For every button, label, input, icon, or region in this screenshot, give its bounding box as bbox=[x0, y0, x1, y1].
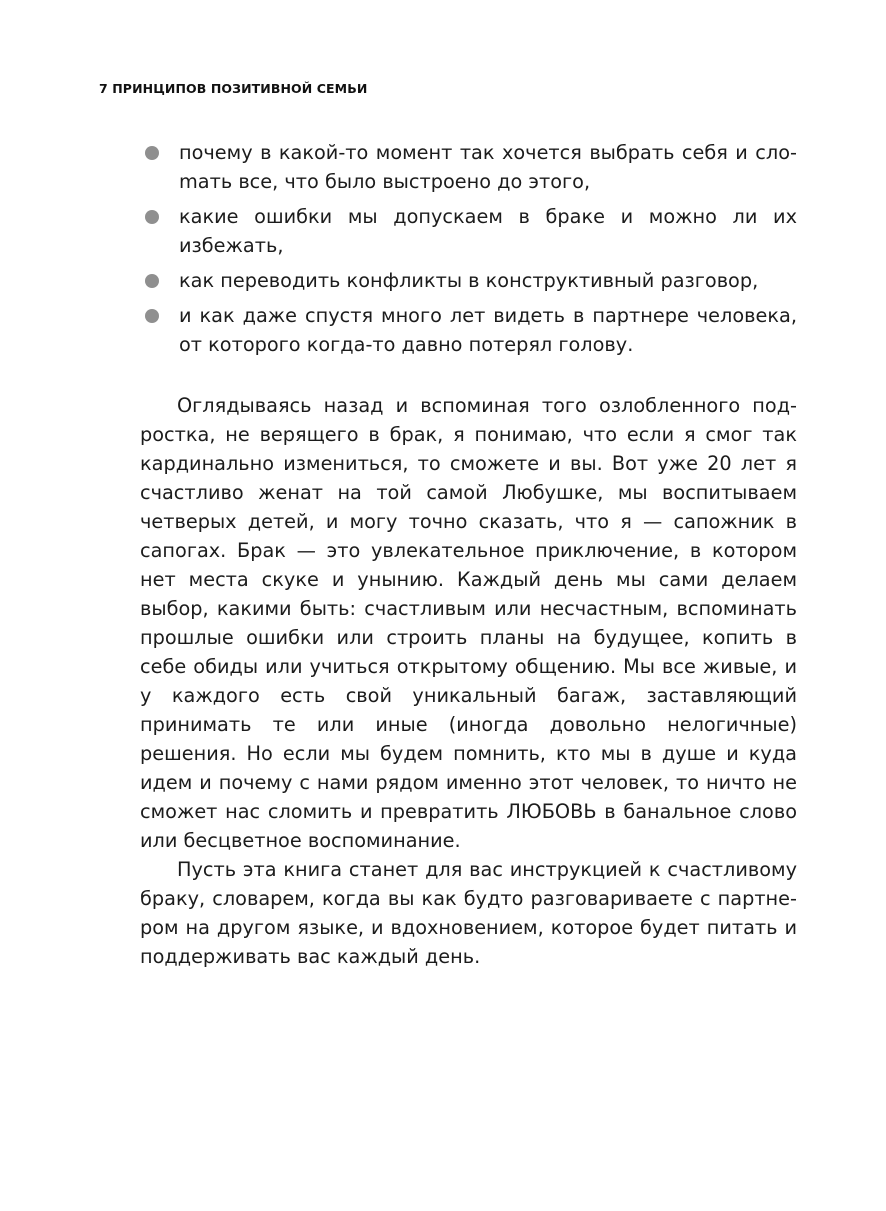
bullet-dot-icon bbox=[145, 274, 159, 288]
list-item bbox=[140, 301, 797, 359]
bullet-list bbox=[140, 138, 797, 359]
list-item bbox=[140, 266, 797, 295]
page-body bbox=[140, 138, 797, 971]
bullet-dot-icon bbox=[145, 210, 159, 224]
list-item-text: почему в какой-то момент так хочется выбрать себя и слоmать все, что было выстроено до этого, bbox=[179, 141, 797, 193]
running-head-title: 7 ПРИНЦИПОВ ПОЗИТИВНОЙ СЕМЬИ bbox=[99, 81, 368, 96]
bullet-dot-icon bbox=[145, 146, 159, 160]
bullet-dot-icon bbox=[145, 309, 159, 323]
list-item bbox=[140, 138, 797, 196]
list-item-text: какие ошибки мы допускаем в браке и можно ли их избежать, bbox=[179, 205, 797, 257]
list-item bbox=[140, 202, 797, 260]
body-paragraphs bbox=[140, 391, 797, 971]
paragraph: Пусть эта книга станет для вас инструкцией к счастливому браку, словарем, когда вы как будто разговариваете с партнером на другом языке, и вдохновением, которое будет питать и поддерживать вас каждый день. bbox=[140, 858, 797, 968]
paragraph: Оглядываясь назад и вспоминая того озлобленного подростка, не верящего в брак, я понимаю, что если я смог так кардинально измениться, то сможете и вы. Вот уже 20 лет я счастливо женат на той самой Любушке, мы воспитываем четверых детей, и могу точно сказать, что я — сапожник в сапогах. Брак — это увлекательное приключение, в котором нет места скуке и унынию. Каждый день мы сами делаем выбор, какими быть: счастливым или несчастным, вспоминать прошлые ошибки или строить планы на будущее, копить в себе обиды или учиться открытому общению. Мы все живые, и у каждого есть свой уникальный багаж, заставляющий принимать те или иные (иногда довольно нелогичные) решения. Но если мы будем помнить, кто мы в душе и куда идем и почему с нами рядом именно этот человек, то ничто не сможет нас сломить и превратить ЛЮБОВЬ в банальное слово или бесцветное воспоминание. bbox=[140, 394, 797, 852]
list-item-text: и как даже спустя много лет видеть в партнере человека, от которого когда-то давно потерял голову. bbox=[179, 304, 797, 356]
list-item-text: как переводить конфликты в конструктивный разговор, bbox=[179, 269, 759, 292]
